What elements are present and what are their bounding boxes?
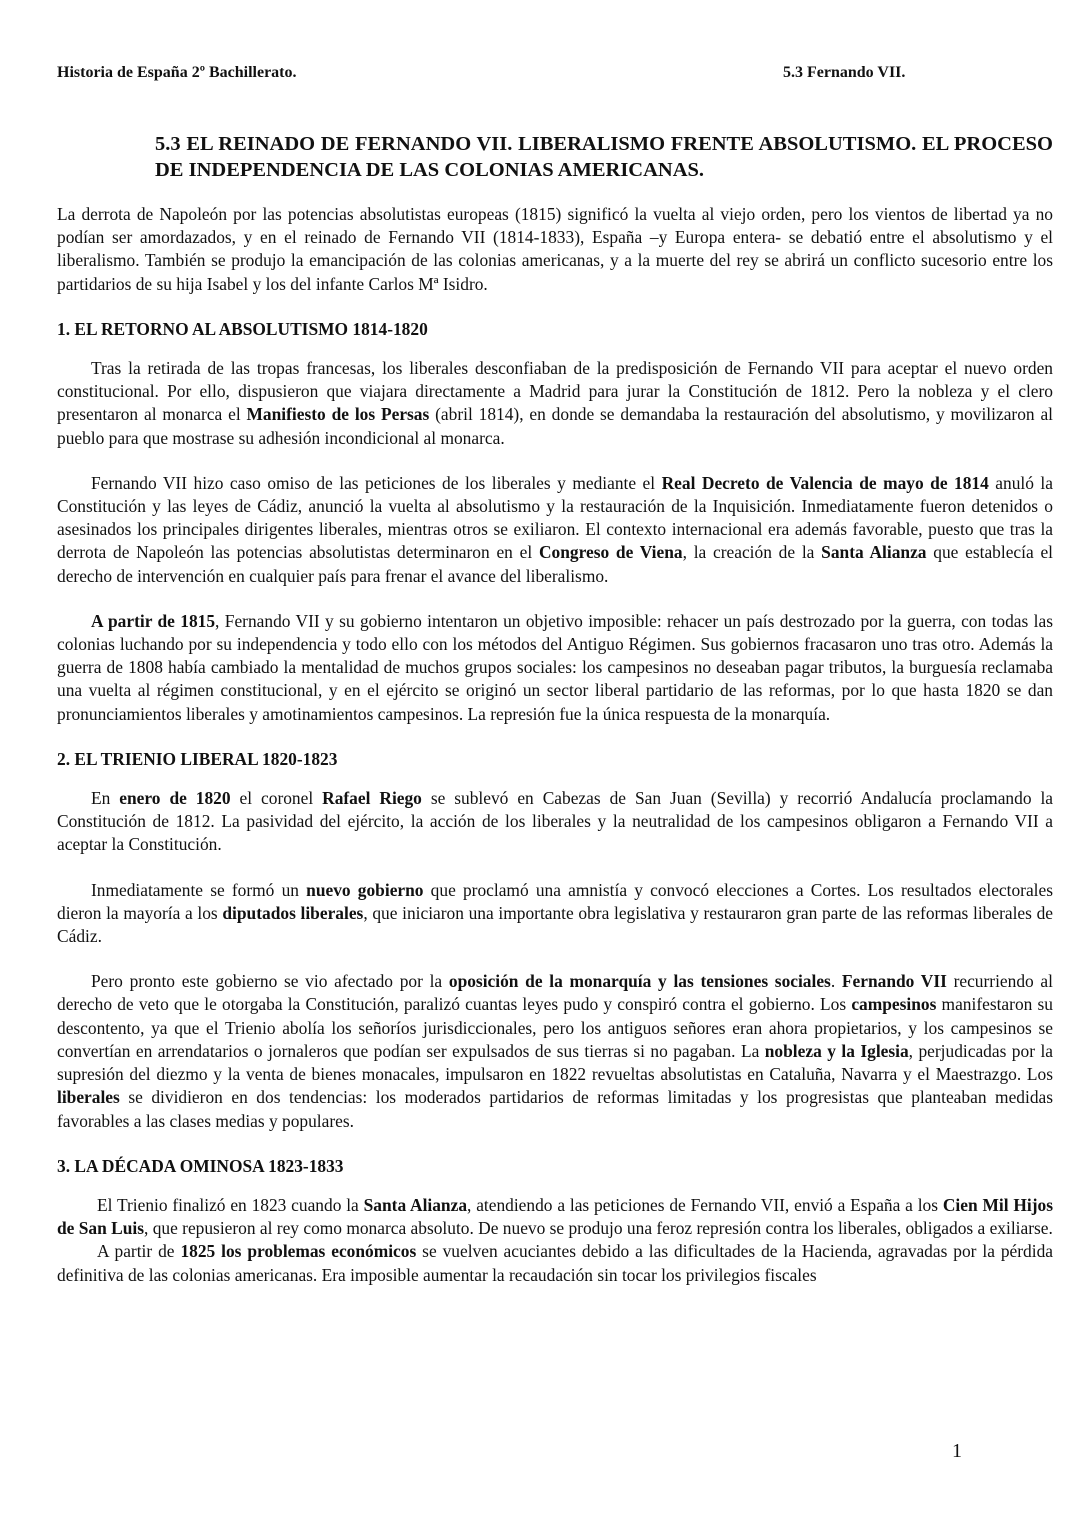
header-course: Historia de España 2º Bachillerato. bbox=[57, 64, 297, 81]
document-body bbox=[57, 203, 1053, 1287]
section-3-paragraph-1: El Trienio finalizó en 1823 cuando la Santa Alianza, atendiendo a las peticiones de Fernando VII, envió a España a los Cien Mil Hijos de San Luis, que repusieron al rey como monarca absoluto. De nuevo se produjo una feroz represión contra los liberales, obligados a exiliarse. bbox=[57, 1194, 1053, 1239]
section-2-heading: 2. EL TRIENIO LIBERAL 1820-1823 bbox=[57, 748, 338, 769]
section-1-paragraph-3: A partir de 1815, Fernando VII y su gobierno intentaron un objetivo imposible: rehacer un país destrozado por la guerra, con todas las colonias luchando por su independencia y todo ello con los métodos del Antiguo Régimen. Sus gobiernos fracasaron uno tras otro. Además la guerra de 1808 había cambiado la mentalidad de muchos grupos sociales: los campesinos no deseaban pagar tributos, la burguesía reclamaba una vuelta al régimen constitucional, y en el ejército se originó un sector liberal partidario de las reformas, por lo que hasta 1820 se dan pronunciamientos liberales y amotinamientos campesinos. La represión fue la única respuesta de la monarquía. bbox=[57, 610, 1053, 724]
section-3-heading: 3. LA DÉCADA OMINOSA 1823-1833 bbox=[57, 1155, 344, 1176]
header-topic: 5.3 Fernando VII. bbox=[783, 64, 906, 81]
section-1-paragraph-1: Tras la retirada de las tropas francesas, los liberales desconfiaban de la predisposición de Fernando VII para aceptar el nuevo orden constitucional. Por ello, dispusieron que viajara directamente a Madrid para jurar la Constitución de 1812. Pero la nobleza y el clero presentaron al monarca el Manifiesto de los Persas (abril 1814), en donde se demandaba la restauración del absolutismo, y movilizaron al pueblo para que mostrase su adhesión incondicional al monarca. bbox=[57, 358, 1053, 448]
section-3-paragraph-2: A partir de 1825 los problemas económicos se vuelven acuciantes debido a las dificultades de la Hacienda, agravadas por la pérdida definitiva de las colonias americanas. Era imposible aumentar la recaudación sin tocar los privilegios fiscales bbox=[57, 1241, 1053, 1285]
page-number: 1 bbox=[952, 1440, 962, 1462]
section-1-heading: 1. EL RETORNO AL ABSOLUTISMO 1814-1820 bbox=[57, 318, 428, 339]
section-2-paragraph-2: Inmediatamente se formó un nuevo gobierno que proclamó una amnistía y convocó elecciones a Cortes. Los resultados electorales dieron la mayoría a los diputados liberales, que iniciaron una importante obra legislativa y restauraron gran parte de las reformas liberales de Cádiz. bbox=[57, 879, 1053, 947]
section-1-paragraph-2: Fernando VII hizo caso omiso de las peticiones de los liberales y mediante el Real Decreto de Valencia de mayo de 1814 anuló la Constitución y las leyes de Cádiz, anunció la vuelta al absolutismo y la restauración de la Inquisición. Inmediatamente fueron detenidos o asesinados los principales dirigentes liberales, mientras otros se exiliaron. El contexto internacional era además favorable, puesto que tras la derrota de Napoleón las potencias absolutistas determinaron en el Congreso de Viena, la creación de la Santa Alianza que establecía el derecho de intervención en cualquier país para frenar el avance del liberalismo. bbox=[57, 472, 1053, 586]
document-title: 5.3 EL REINADO DE FERNANDO VII. LIBERALISMO FRENTE ABSOLUTISMO. EL PROCESO DE INDEPENDENCIA DE LAS COLONIAS AMERICANAS. bbox=[155, 133, 1053, 181]
intro-paragraph: La derrota de Napoleón por las potencias absolutistas europeas (1815) significó la vuelta al viejo orden, pero los vientos de libertad ya no podían ser amordazados, y en el reinado de Fernando VII (1814-1833), España –y Europa entera- se debatió entre el absolutismo y el liberalismo. También se produjo la emancipación de las colonias americanas, y a la muerte del rey se abrirá un conflicto sucesorio entre los partidarios de su hija Isabel y los del infante Carlos Mª Isidro. bbox=[57, 204, 1053, 294]
section-2-paragraph-1: En enero de 1820 el coronel Rafael Riego se sublevó en Cabezas de San Juan (Sevilla) y recorrió Andalucía proclamando la Constitución de 1812. La pasividad del ejército, la acción de los liberales y la neutralidad de los campesinos obligaron a Fernando VII a aceptar la Constitución. bbox=[57, 788, 1054, 855]
section-2-paragraph-3: Pero pronto este gobierno se vio afectado por la oposición de la monarquía y las tensiones sociales. Fernando VII recurriendo al derecho de veto que le otorgaba la Constitución, paralizó cuantas leyes pudo y conspiró contra el gobierno. Los campesinos manifestaron su descontento, ya que el Trienio abolía los señoríos jurisdiccionales, pero los antiguos señores eran ahora propietarios, y los campesinos se convertían en arrendatarios o jornaleros que podían ser expulsados de sus tierras si no pagaban. La nobleza y la Iglesia, perjudicadas por la supresión del diezmo y la venta de bienes monacales, impulsaron en 1822 revueltas absolutistas en Cataluña, Navarra y el Maestrazgo. Los liberales se dividieron en dos tendencias: los moderados partidarios de reformas limitadas y los progresistas que planteaban medidas favorables a las clases medias y populares. bbox=[57, 971, 1053, 1131]
